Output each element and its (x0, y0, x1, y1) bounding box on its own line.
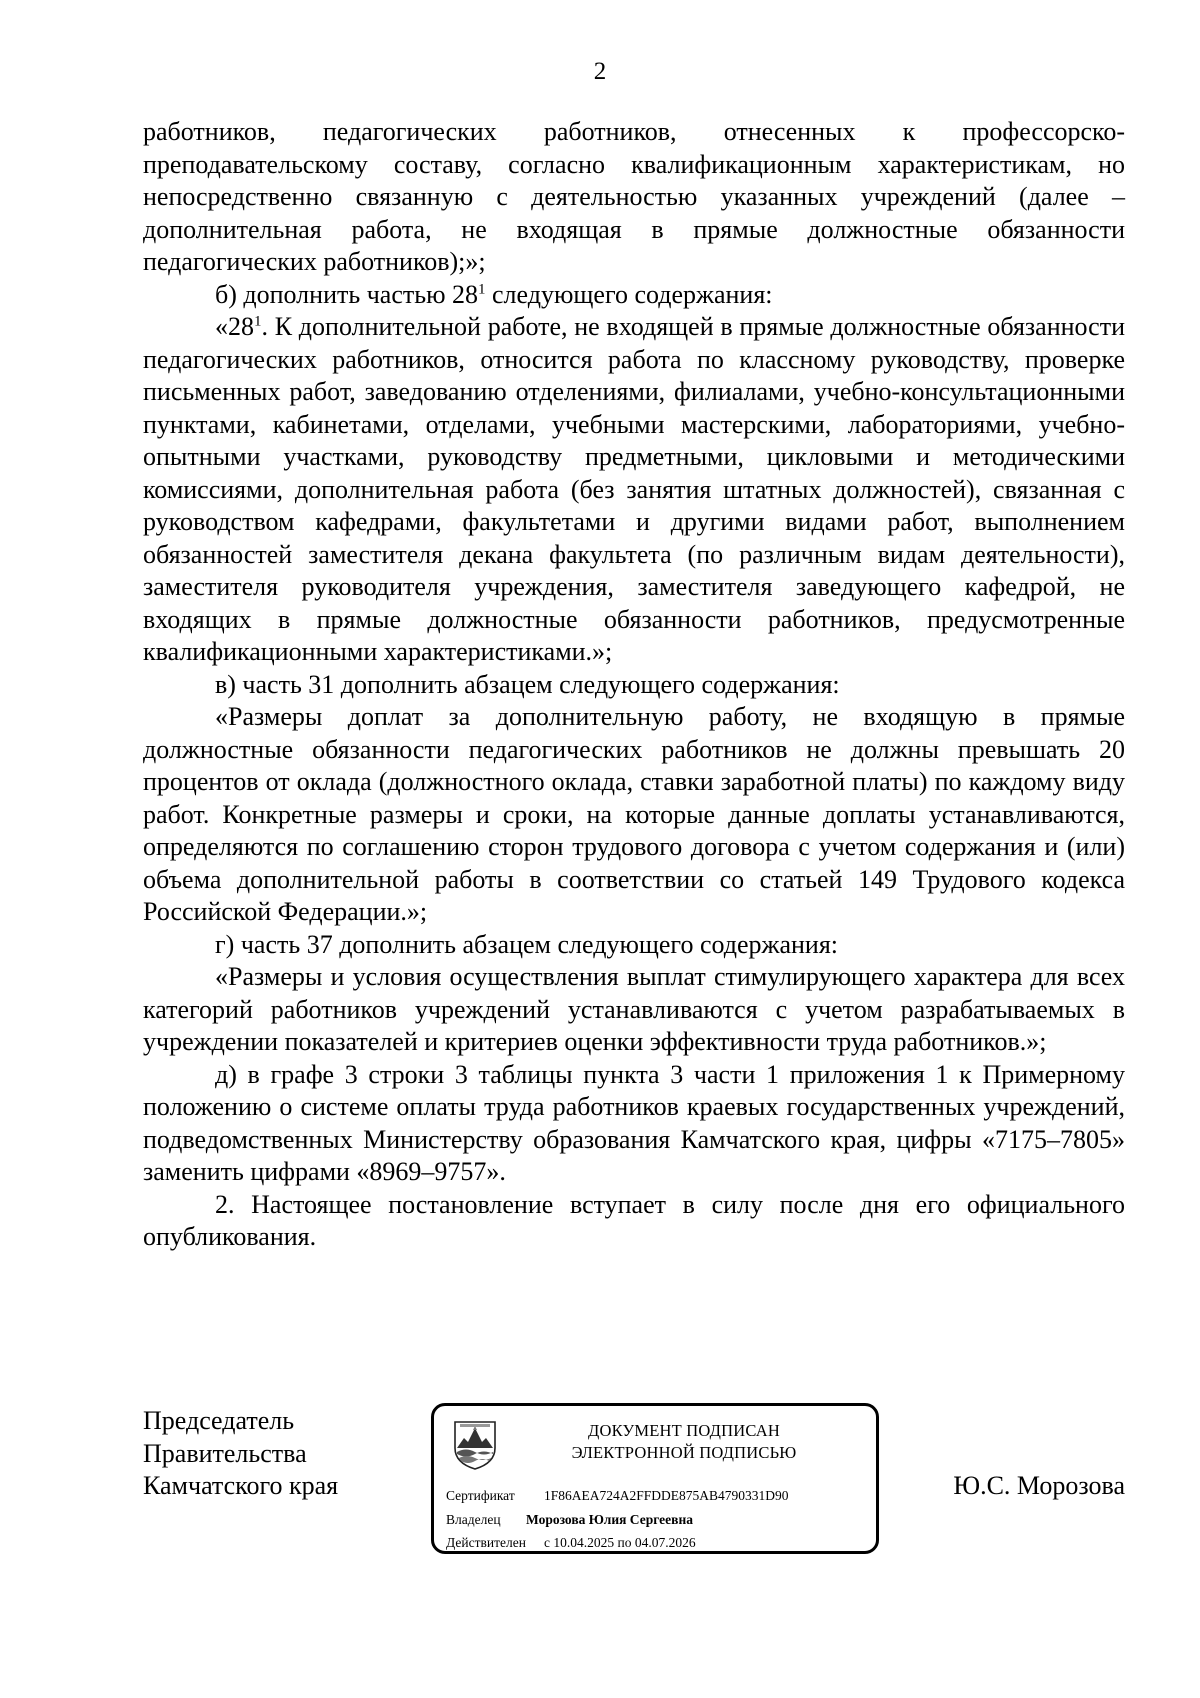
stamp-title-line: ЭЛЕКТРОННОЙ ПОДПИСЬЮ (571, 1443, 797, 1462)
signer-position-line: Председатель (143, 1406, 295, 1435)
stamp-owner-row (446, 1511, 693, 1529)
signer-position-line: Правительства (143, 1438, 307, 1468)
paragraph-item-d: д) в графе 3 строки 3 таблицы пункта 3 части 1 приложения 1 к Примерному положению о системе оплаты труда работников краевых государственных учреждений, подведомственных Министерству образования Камчатского края, цифры «7175–7805» заменить цифрами «8969–9757». (143, 1059, 1125, 1186)
paragraph-part-31-addition: «Размеры доплат за дополнительную работу, не входящую в прямые должностные обязанности педагогических работников не должны превышать 20 процентов от оклада (должностного оклада, ставки заработной платы) по каждому виду работ. Конкретные размеры и сроки, на которые данные доплаты устанавливаются, определяются по соглашению сторон трудового договора с учетом содержания и (или) объема дополнительной работы в соответствии со статьей 149 Трудового кодекса Российской Федерации.»; (143, 702, 1125, 926)
certificate-value: 1F86AEA724A2FFDDE875AB4790331D90 (544, 1488, 789, 1503)
paragraph-item-b: б) дополнить частью $28^1$ следующего содержания: (215, 279, 773, 309)
superscript: 1 (254, 313, 262, 330)
electronic-signature-stamp (431, 1403, 879, 1554)
stamp-title-line: ДОКУМЕНТ ПОДПИСАН (588, 1421, 780, 1440)
signer-position (143, 1405, 338, 1503)
superscript: 1 (478, 280, 486, 297)
paragraph-item-g: г) часть 37 дополнить абзацем следующего содержания: (215, 929, 839, 959)
owner-label: Владелец (446, 1512, 501, 1527)
certificate-label: Сертификат (446, 1488, 515, 1503)
valid-from-date: 10.04.2025 (553, 1535, 615, 1550)
paragraph-point-2: 2. Настоящее постановление вступает в силу после дня его официального опубликования. (143, 1189, 1125, 1251)
stamp-title (534, 1420, 834, 1464)
owner-value: Морозова Юлия Сергеевна (526, 1512, 693, 1527)
kamchatka-coat-of-arms-icon (452, 1418, 498, 1470)
page-number: 2 (593, 58, 607, 85)
valid-to-prefix: по (617, 1535, 632, 1550)
paragraph-part-28-1: «$28^1$. К дополнительной работе, не входящей в прямые должностные обязанности педагогических работников, относится работа по классному руководству, проверке письменных работ, заведованию отделениями, филиалами, учебно-консультационными пунктами, кабинетами, отделами, учебными мастерскими, лабораториями, учебно-опытными участками, руководству предметными, цикловыми и методическими комиссиями, дополнительная работа (без занятия штатных должностей), связанная с руководством кафедрами, факультетами и другими видами работ, выполнением обязанностей заместителя декана факультета (по различным видам деятельности), заместителя руководителя учреждения, заместителя заведующего кафедрой, не входящих в прямые должностные обязанности работников, предусмотренные квалификационными характеристиками.»; (143, 312, 1125, 666)
paragraph-part-37-addition: «Размеры и условия осуществления выплат стимулирующего характера для всех категорий работников учреждений устанавливаются с учетом разрабатываемых в учреждении показателей и критериев оценки эффективности труда работников.»; (143, 962, 1125, 1056)
paragraph-continuation: работников, педагогических работников, отнесенных к профессорско-преподавательскому составу, согласно квалификационным характеристикам, но непосредственно связанную с деятельностью указанных учреждений (далее – дополнительная работа, не входящая в прямые должностные обязанности педагогических работников);»; (143, 117, 1125, 276)
valid-label: Действителен (446, 1535, 526, 1550)
stamp-validity-row (446, 1534, 696, 1552)
document-body (143, 116, 1125, 1254)
signer-name: Ю.С. Морозова (953, 1471, 1125, 1500)
stamp-certificate-row (446, 1487, 789, 1505)
paragraph-item-v: в) часть 31 дополнить абзацем следующего содержания: (215, 669, 840, 699)
valid-from-prefix: с (544, 1535, 550, 1550)
valid-to-date: 04.07.2026 (634, 1535, 696, 1550)
signer-position-line: Камчатского края (143, 1471, 339, 1500)
